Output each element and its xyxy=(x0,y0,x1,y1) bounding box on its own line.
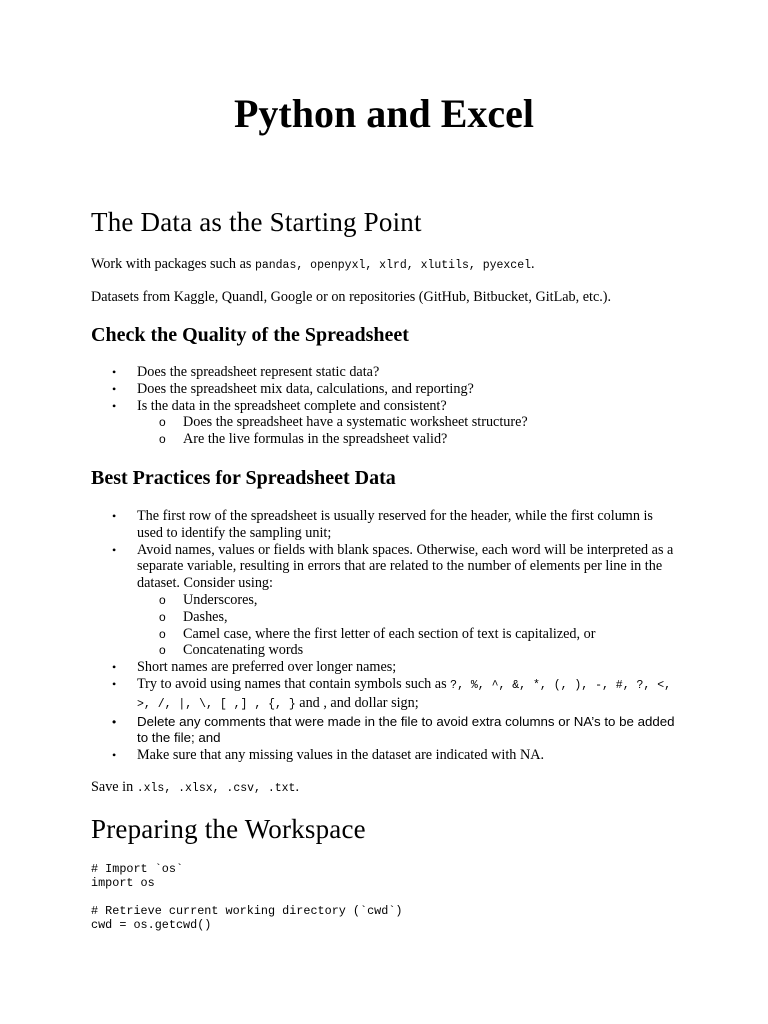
section-heading-best-practices: Best Practices for Spreadsheet Data xyxy=(91,467,396,489)
save-text: Save in xyxy=(91,779,137,795)
list-item xyxy=(91,542,681,660)
list-item: • Make sure that any missing values in the dataset are indicated with NA. xyxy=(91,747,681,764)
code-block-cwd: # Retrieve current working directory (`cwd`) cwd = os.getcwd() xyxy=(91,904,403,932)
list-item: • Does the spreadsheet represent static data? xyxy=(91,364,681,381)
list-item-end: and , and dollar sign; xyxy=(295,694,419,711)
quality-list xyxy=(91,364,681,448)
page-title: Python and Excel xyxy=(233,91,535,136)
list-item-text: Avoid names, values or fields with blank spaces. Otherwise, each word will be interpreted as a separate variable, resulting in errors that are related to the number of elements per line in the dataset. Consider using: xyxy=(137,541,674,592)
practices-list xyxy=(91,508,681,764)
packages-end: . xyxy=(531,256,535,272)
save-paragraph xyxy=(91,779,681,797)
code-block-import: # Import `os` import os xyxy=(91,862,184,890)
practices-sublist xyxy=(137,592,681,659)
list-item-text: Try to avoid using names that contain symbols such as xyxy=(137,675,451,692)
packages-code: pandas, openpyxl, xlrd, xlutils, pyexcel xyxy=(254,259,531,272)
section-heading-data-starting-point: The Data as the Starting Point xyxy=(91,207,422,237)
list-item: • Does the spreadsheet mix data, calculations, and reporting? xyxy=(91,381,681,398)
save-end: . xyxy=(295,779,299,795)
sub-list-item: o Does the spreadsheet have a systematic worksheet structure? xyxy=(137,414,681,431)
sub-list-item: o Are the live formulas in the spreadsheet valid? xyxy=(137,431,681,448)
list-item xyxy=(91,676,681,714)
sub-list-item: o Underscores, xyxy=(137,592,681,609)
datasets-paragraph: Datasets from Kaggle, Quandl, Google or on repositories (GitHub, Bitbucket, GitLab, etc.). xyxy=(91,289,612,305)
sub-list-item: o Dashes, xyxy=(137,609,681,626)
list-item: • Short names are preferred over longer names; xyxy=(91,659,681,676)
packages-text: Work with packages such as xyxy=(91,256,255,272)
sub-list-item: o Camel case, where the first letter of each section of text is capitalized, or xyxy=(137,626,681,643)
symbols-code: ?, %, ^, &, *, (, ), -, #, ?, <, >, /, |, \, [ ,] , {, } xyxy=(137,678,672,711)
section-heading-quality: Check the Quality of the Spreadsheet xyxy=(91,324,409,346)
packages-paragraph xyxy=(91,256,681,274)
list-item xyxy=(91,398,681,448)
sub-list-item: o Concatenating words xyxy=(137,642,681,659)
save-code: .xls, .xlsx, .csv, .txt xyxy=(136,782,296,795)
list-item: • Delete any comments that were made in the file to avoid extra columns or NA’s to be added to the file; and xyxy=(91,714,681,748)
list-item-text: Is the data in the spreadsheet complete and consistent? xyxy=(137,397,447,414)
quality-sublist xyxy=(137,414,681,448)
section-heading-workspace: Preparing the Workspace xyxy=(91,814,366,844)
list-item: • The first row of the spreadsheet is usually reserved for the header, while the first column is used to identify the sampling unit; xyxy=(91,508,681,542)
